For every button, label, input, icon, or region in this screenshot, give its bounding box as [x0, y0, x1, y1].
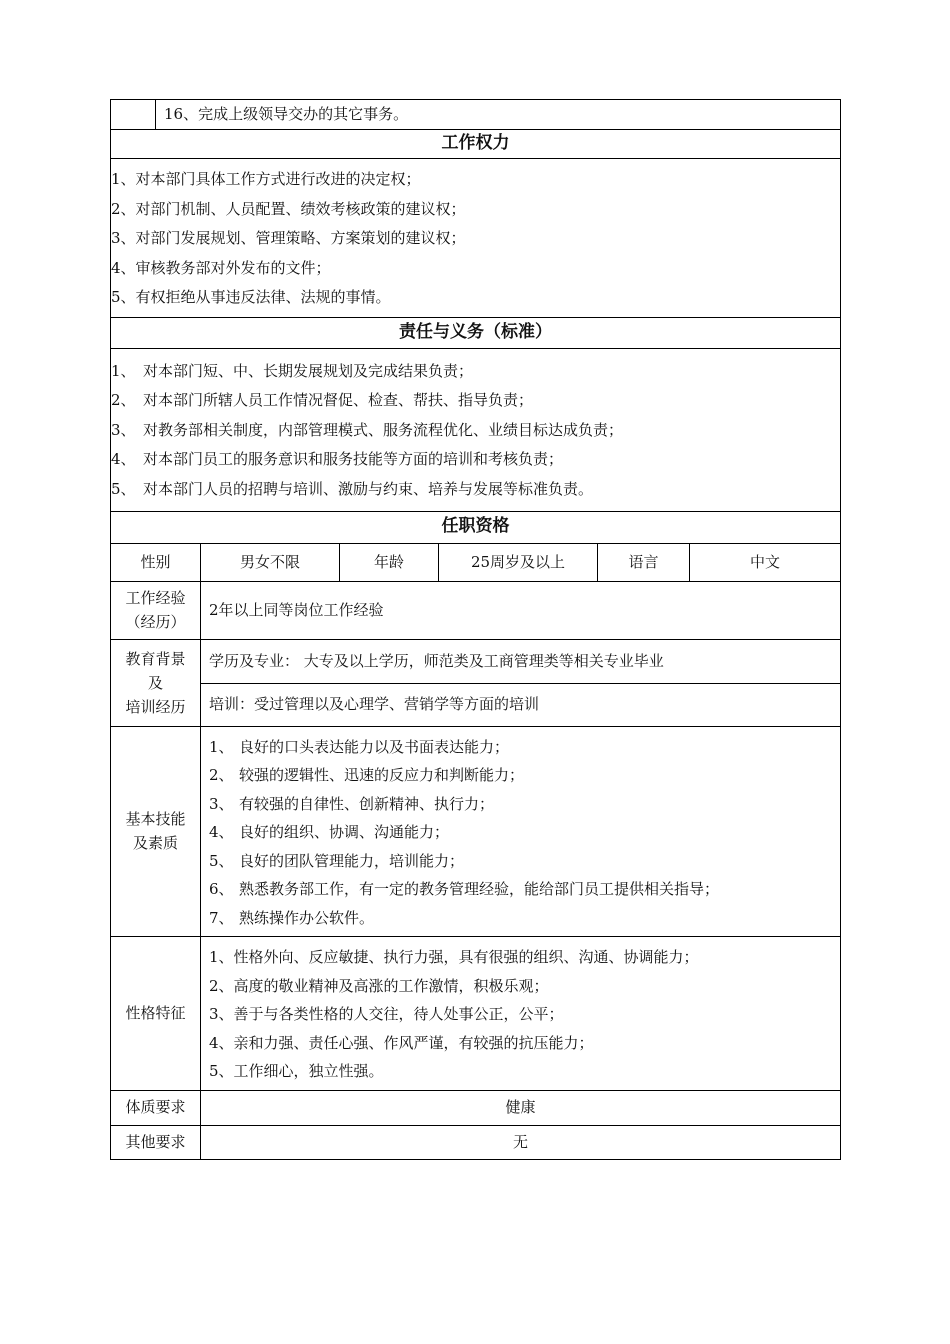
personality-list [201, 937, 841, 1091]
experience-value: 2年以上同等岗位工作经验 [201, 581, 841, 639]
personality-item-3: 3、善于与各类性格的人交往，待人处事公正，公平； [209, 1005, 564, 1023]
skill-item-number: 4、 [209, 823, 234, 841]
personality-item-2: 2、高度的敬业精神及高涨的工作激情，积极乐观； [209, 976, 549, 995]
skill-item-text: 熟练操作办公软件。 [239, 908, 375, 927]
duty-item-text: 对本部门员工的服务意识和服务技能等方面的培训和考核负责； [143, 450, 564, 469]
skill-item-text: 良好的口头表达能力以及书面表达能力； [239, 737, 510, 756]
qualification-section-title: 任职资格 [111, 511, 841, 543]
duty-list [111, 348, 841, 511]
age-label: 年龄 [340, 543, 439, 581]
skills-label-line-1: 基本技能 [125, 810, 186, 829]
duty-item-number: 5、 [111, 479, 136, 498]
skill-item-3 [209, 790, 840, 819]
authority-item-4: 4、审核教务部对外发布的文件； [111, 258, 331, 277]
skill-item-7 [209, 904, 840, 933]
authority-item-5: 5、有权拒绝从事违反法律、法规的事情。 [111, 288, 391, 306]
skills-label-line-2: 及素质 [132, 834, 178, 853]
personality-item-4: 4、亲和力强、责任心强、作风严谨，有较强的抗压能力； [209, 1033, 594, 1052]
authority-item-2: 2、对部门机制、人员配置、绩效考核政策的建议权； [111, 199, 466, 218]
duty-item-text: 对本部门人员的招聘与培训、激励与约束、培养与发展等标准负责。 [143, 479, 594, 498]
continuation-row [111, 100, 841, 130]
authority-list [111, 159, 841, 318]
physical-value: 健康 [201, 1090, 841, 1125]
age-value: 25周岁及以上 [439, 543, 598, 581]
duty-item-4 [111, 445, 840, 475]
task-16-text: 16、完成上级领导交办的其它事务。 [156, 100, 841, 130]
skill-item-number: 2、 [209, 766, 234, 784]
experience-label-line-1: 工作经验 [125, 589, 186, 607]
other-value: 无 [201, 1125, 841, 1159]
duty-item-text: 对本部门短、中、长期发展规划及完成结果负责； [143, 361, 474, 380]
skill-item-4 [209, 818, 840, 847]
skill-item-number: 3、 [209, 794, 234, 813]
experience-label-line-2: （经历） [125, 613, 186, 631]
skill-item-6 [209, 875, 840, 904]
duty-item-3 [111, 416, 840, 446]
duty-item-number: 4、 [111, 450, 136, 469]
skill-item-5 [209, 847, 840, 876]
duty-section-title: 责任与义务（标准） [111, 317, 841, 348]
duty-item-text: 对教务部相关制度，内部管理模式、服务流程优化、业绩目标达成负责； [143, 420, 624, 439]
authority-item-3: 3、对部门发展规划、管理策略、方案策划的建议权； [111, 229, 466, 247]
skill-item-number: 5、 [209, 851, 234, 870]
duty-item-text: 对本部门所辖人员工作情况督促、检查、帮扶、指导负责； [143, 391, 534, 410]
duty-item-5 [111, 475, 840, 505]
skill-item-number: 7、 [209, 908, 234, 927]
duty-item-2 [111, 386, 840, 416]
other-label: 其他要求 [111, 1125, 201, 1159]
skill-item-text: 良好的组织、协调、沟通能力； [239, 823, 450, 841]
physical-label: 体质要求 [111, 1090, 201, 1125]
gender-value: 男女不限 [201, 543, 340, 581]
skill-item-text: 良好的团队管理能力，培训能力； [239, 851, 465, 870]
duty-item-number: 1、 [111, 361, 136, 380]
duty-item-number: 2、 [111, 391, 136, 410]
gender-label: 性别 [111, 543, 201, 581]
skill-item-text: 熟悉教务部工作，有一定的教务管理经验，能给部门员工提供相关指导； [239, 880, 720, 898]
personality-item-5: 5、工作细心，独立性强。 [209, 1062, 384, 1080]
personality-label: 性格特征 [111, 937, 201, 1091]
personality-item-1: 1、性格外向、反应敏捷、执行力强，具有很强的组织、沟通、协调能力； [209, 948, 699, 966]
authority-item-1: 1、对本部门具体工作方式进行改进的决定权； [111, 170, 421, 188]
job-description-table [110, 99, 841, 1160]
skills-label [111, 726, 201, 937]
training-value: 培训：受过管理以及心理学、营销学等方面的培训 [201, 683, 841, 726]
skill-item-1 [209, 733, 840, 762]
duty-item-number: 3、 [111, 420, 136, 439]
education-label-line-2: 及 [147, 673, 163, 692]
experience-label [111, 581, 201, 639]
skill-item-text: 有较强的自律性、创新精神、执行力； [239, 794, 495, 813]
education-label [111, 639, 201, 726]
skill-item-2 [209, 761, 840, 790]
language-label: 语言 [598, 543, 690, 581]
language-value: 中文 [690, 543, 841, 581]
blank-cell [111, 100, 156, 130]
skill-item-text: 较强的逻辑性、迅速的反应力和判断能力； [239, 766, 525, 784]
duty-item-1 [111, 357, 840, 387]
authority-section-title: 工作权力 [111, 130, 841, 159]
skill-item-number: 6、 [209, 880, 234, 898]
skill-item-number: 1、 [209, 737, 234, 756]
education-value: 学历及专业： 大专及以上学历，师范类及工商管理类等相关专业毕业 [201, 639, 841, 683]
education-label-line-1: 教育背景 [125, 649, 186, 668]
basic-info-row [111, 543, 841, 581]
education-label-line-3: 培训经历 [125, 697, 186, 716]
skills-list [201, 726, 841, 937]
